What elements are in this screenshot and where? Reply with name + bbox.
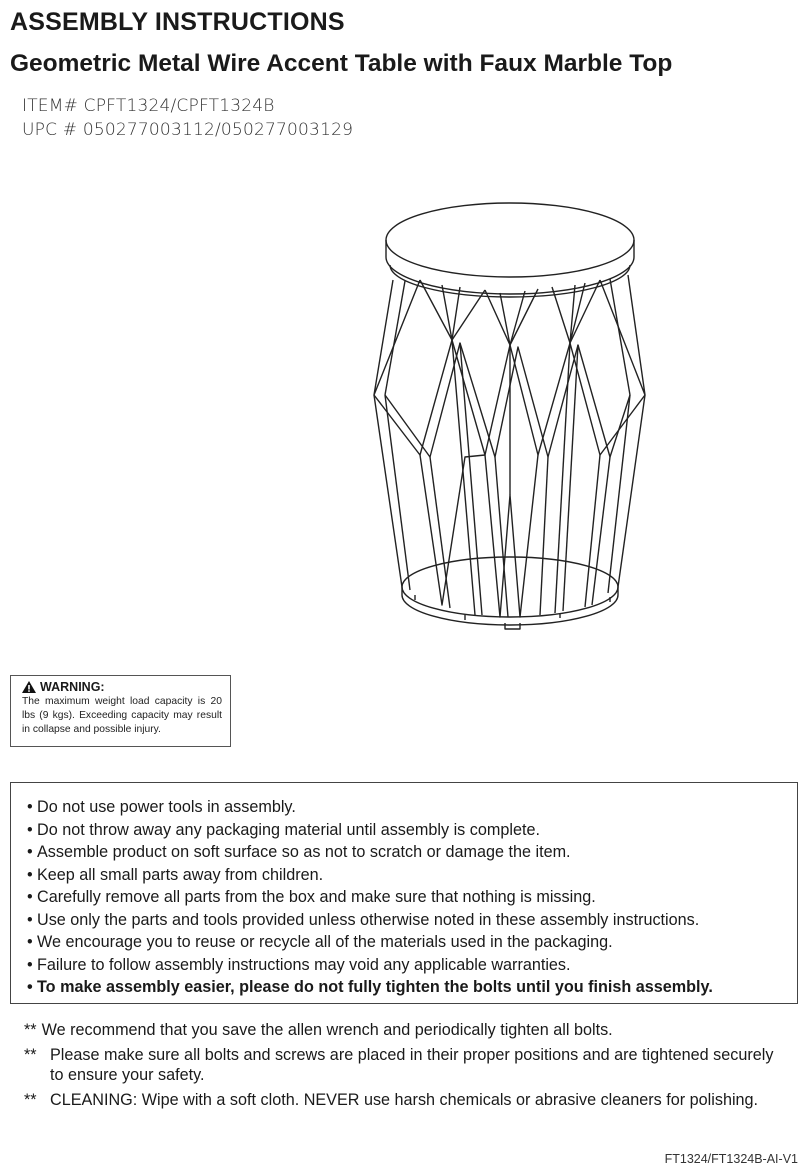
document-title: ASSEMBLY INSTRUCTIONS bbox=[10, 8, 345, 36]
note-item: ** Please make sure all bolts and screws are placed in their proper positions and are tightened securely to ensure your safety. bbox=[24, 1046, 774, 1084]
warning-heading: WARNING: bbox=[40, 680, 105, 694]
precautions-box bbox=[10, 782, 798, 1004]
list-item: • To make assembly easier, please do not fully tighten the bolts until you finish assembly. bbox=[27, 978, 713, 996]
note-item: ** We recommend that you save the allen wrench and periodically tighten all bolts. bbox=[24, 1021, 613, 1039]
warning-heading-row bbox=[22, 680, 222, 694]
warning-box bbox=[10, 675, 231, 747]
list-item: • Failure to follow assembly instructions may void any applicable warranties. bbox=[27, 955, 571, 974]
document-code: FT1324/FT1324B-AI-V1 bbox=[664, 1152, 798, 1166]
warning-triangle-icon bbox=[22, 681, 36, 693]
warning-text: The maximum weight load capacity is 20 lbs (9 kgs). Exceeding capacity may result in collapse and possible injury. bbox=[22, 696, 222, 735]
list-item: • Do not use power tools in assembly. bbox=[27, 798, 296, 816]
upc-number: UPC # 050277003112/050277003129 bbox=[22, 120, 354, 140]
list-item: • Do not throw away any packaging material until assembly is complete. bbox=[27, 820, 540, 839]
list-item: • We encourage you to reuse or recycle all of the materials used in the packaging. bbox=[27, 933, 613, 951]
accent-table-icon bbox=[360, 195, 660, 650]
list-item: • Keep all small parts away from children. bbox=[27, 865, 324, 884]
note-item: ** CLEANING: Wipe with a soft cloth. NEVER use harsh chemicals or abrasive cleaners for polishing. bbox=[24, 1091, 759, 1109]
product-name: Geometric Metal Wire Accent Table with Faux Marble Top bbox=[10, 50, 673, 77]
list-item: • Use only the parts and tools provided unless otherwise noted in these assembly instructions. bbox=[27, 910, 700, 929]
precautions-list bbox=[27, 796, 785, 999]
notes-section bbox=[24, 1020, 784, 1115]
list-item: • Carefully remove all parts from the box and make sure that nothing is missing. bbox=[27, 888, 596, 906]
item-number: ITEM# CPFT1324/CPFT1324B bbox=[22, 96, 275, 116]
list-item: • Assemble product on soft surface so as not to scratch or damage the item. bbox=[27, 843, 571, 861]
